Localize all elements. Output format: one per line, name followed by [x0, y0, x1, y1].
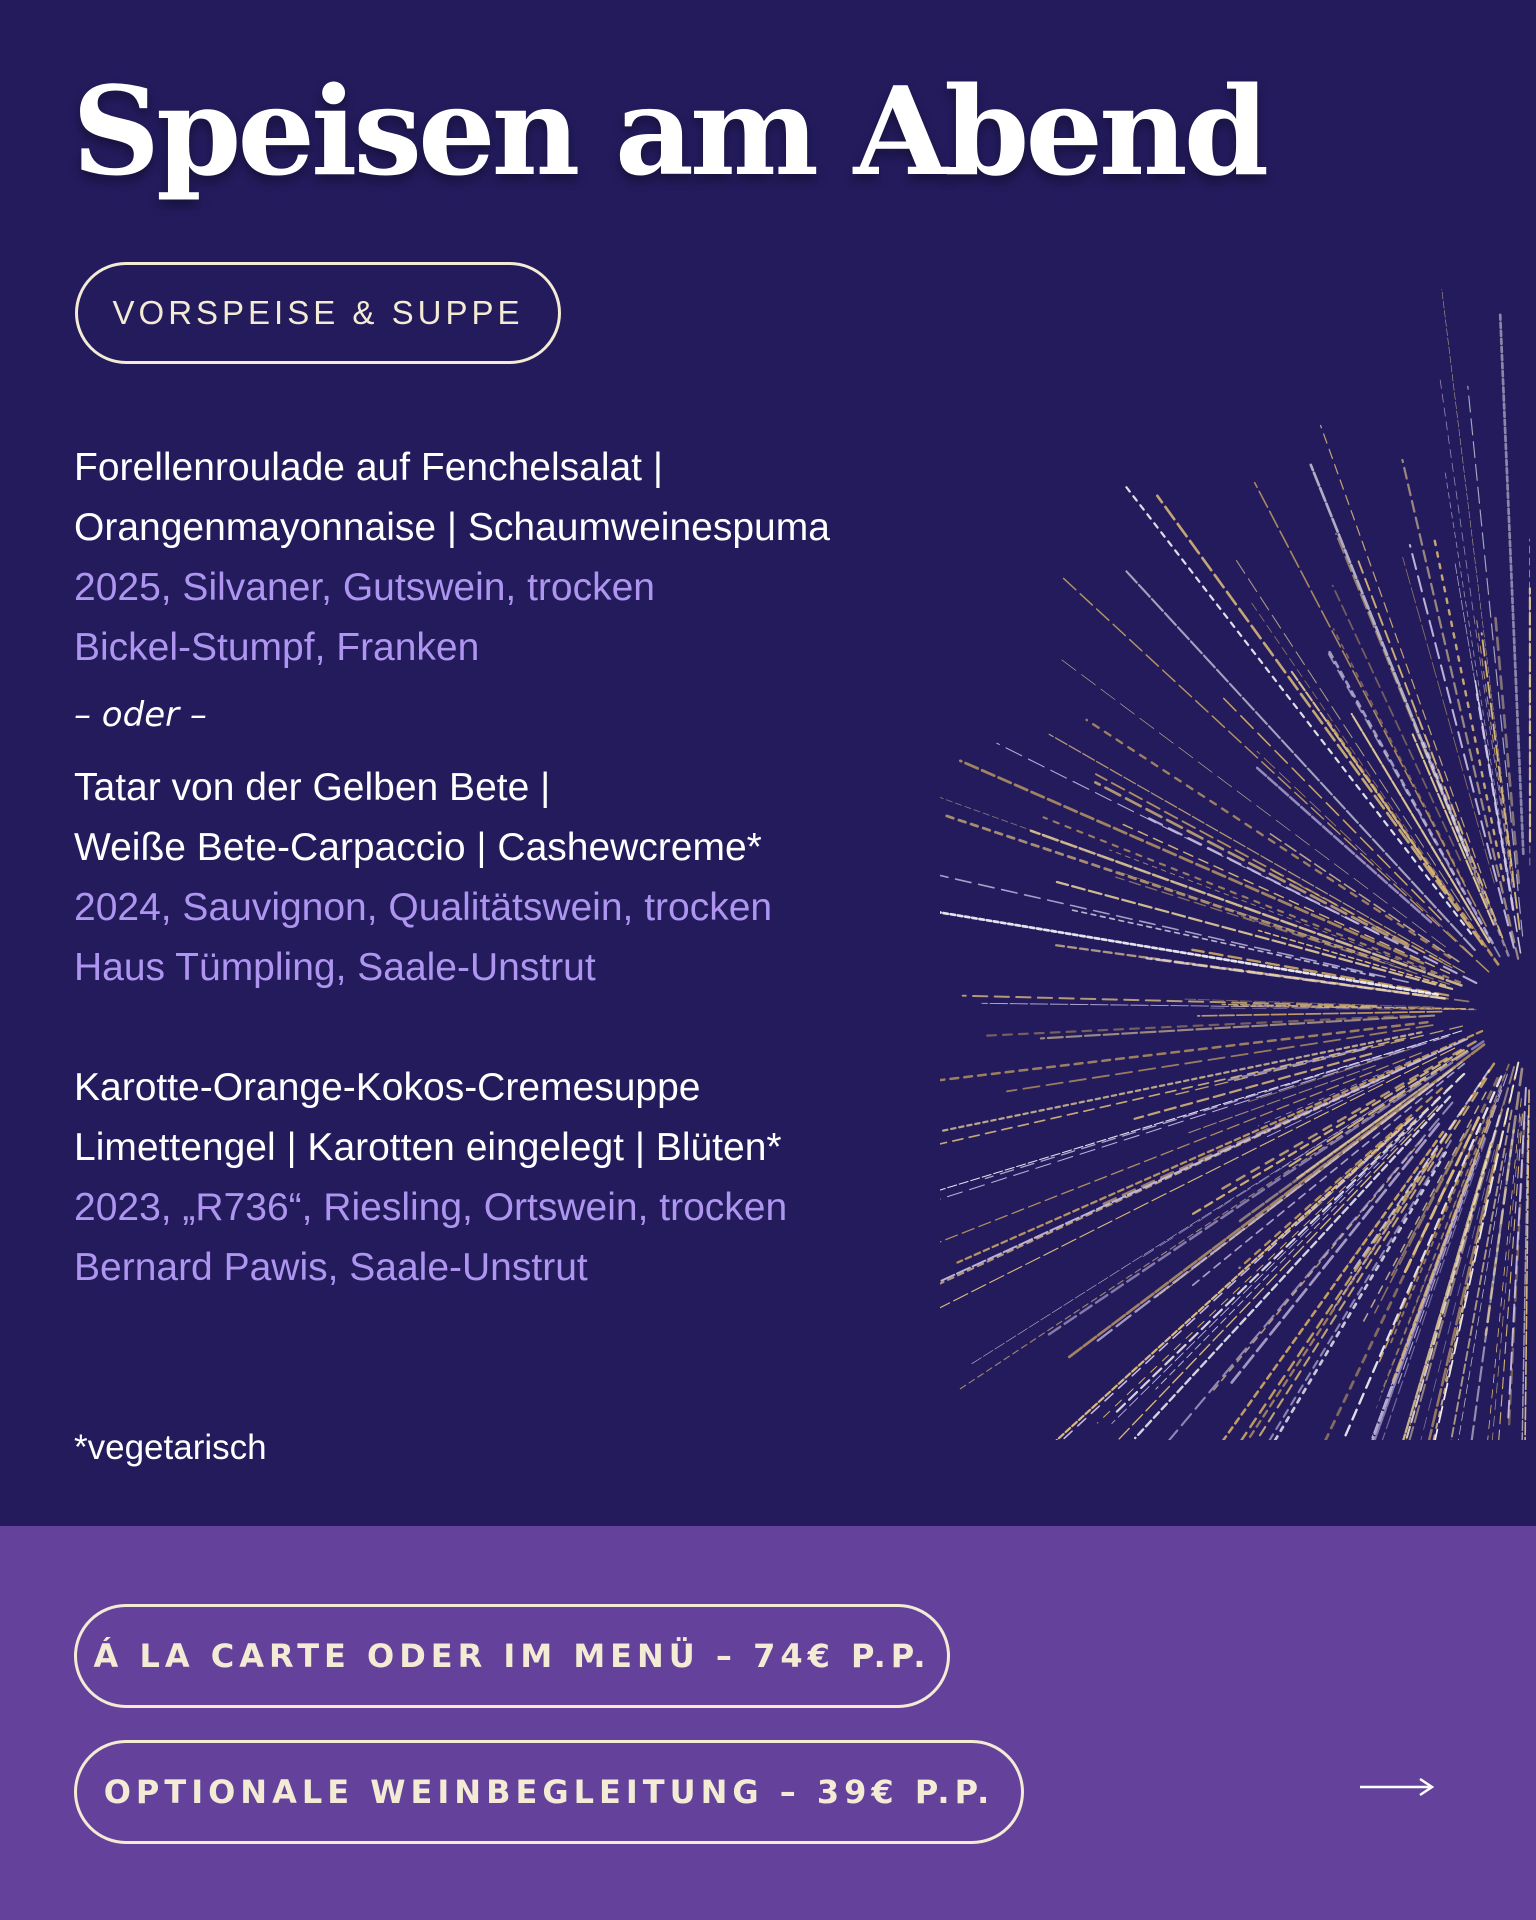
- category-label: VORSPEISE & SUPPE: [112, 294, 524, 331]
- firework-ray: [1044, 817, 1461, 982]
- firework-ray: [944, 815, 1378, 960]
- firework-ray: [940, 1022, 1428, 1086]
- firework-ray: [1156, 1129, 1413, 1390]
- dish-line: Forellenroulade auf Fenchelsalat |: [74, 446, 663, 489]
- firework-ray: [1045, 1042, 1484, 1338]
- menu-list: [74, 438, 974, 1298]
- firework-burst-icon: [940, 270, 1536, 1440]
- firework-ray: [1110, 850, 1444, 977]
- firework-ray: [1148, 818, 1477, 983]
- firework-ray: [1362, 1092, 1486, 1325]
- wine-line: Haus Tümpling, Saale-Unstrut: [74, 946, 596, 989]
- firework-ray: [1135, 1097, 1450, 1438]
- arrow-right-icon[interactable]: [1358, 1772, 1436, 1802]
- dish-line: Weiße Bete-Carpaccio | Cashewcreme*: [74, 826, 762, 869]
- firework-ray: [1041, 1016, 1434, 1039]
- firework-ray: [940, 1048, 1455, 1318]
- wine-line: 2023, „R736“, Riesling, Ortswein, trocken: [74, 1186, 788, 1229]
- vegetarian-footnote: *vegetarisch: [74, 1428, 267, 1467]
- firework-ray: [1114, 1074, 1464, 1414]
- firework-ray: [1255, 483, 1486, 926]
- wine-line: Bickel-Stumpf, Franken: [74, 626, 480, 669]
- firework-ray: [1235, 558, 1472, 920]
- menu-item: [74, 438, 974, 678]
- dish-line: Karotte-Orange-Kokos-Cremesuppe: [74, 1066, 701, 1109]
- firework-ray: [1046, 1119, 1410, 1440]
- spacer: [74, 998, 974, 1058]
- wine-pairing-price-label: OPTIONALE WEINBEGLEITUNG – 39€ P.P.: [103, 1773, 995, 1811]
- menu-item: [74, 758, 974, 998]
- firework-ray: [1500, 315, 1523, 854]
- pricing-section: [0, 1526, 1536, 1920]
- firework-ray: [1468, 386, 1523, 936]
- a-la-carte-price-label: Á LA CARTE ODER IM MENÜ – 74€ P.P.: [93, 1637, 931, 1675]
- firework-ray: [1257, 767, 1431, 922]
- firework-ray: [1391, 1119, 1484, 1342]
- firework-ray: [1123, 483, 1471, 933]
- page-title: Speisen am Abend: [72, 59, 1266, 203]
- firework-ray: [1121, 1103, 1453, 1440]
- firework-ray: [1157, 496, 1482, 945]
- dish-line: Orangenmayonnaise | Schaumweinespuma: [74, 506, 830, 549]
- wine-line: 2024, Sauvignon, Qualitätswein, trocken: [74, 886, 773, 929]
- firework-ray: [1456, 1130, 1514, 1440]
- firework-ray: [970, 1059, 1452, 1364]
- category-pill-vorspeise-suppe[interactable]: [75, 262, 561, 364]
- firework-ray: [963, 996, 1376, 1006]
- dish-line: Tatar von der Gelben Bete |: [74, 766, 551, 809]
- firework-ray: [1493, 1114, 1523, 1440]
- a-la-carte-price-button[interactable]: [74, 1604, 950, 1708]
- firework-ray: [958, 1031, 1483, 1262]
- wine-line: 2025, Silvaner, Gutswein, trocken: [74, 566, 655, 609]
- firework-ray: [1192, 950, 1448, 996]
- menu-item: [74, 1058, 974, 1298]
- or-separator: – oder –: [74, 695, 207, 735]
- wine-line: Bernard Pawis, Saale-Unstrut: [74, 1246, 588, 1289]
- dish-line: Limettengel | Karotten eingelegt | Blüten*: [74, 1126, 782, 1169]
- firework-ray: [1229, 1048, 1367, 1080]
- wine-pairing-price-button[interactable]: [74, 1740, 1024, 1844]
